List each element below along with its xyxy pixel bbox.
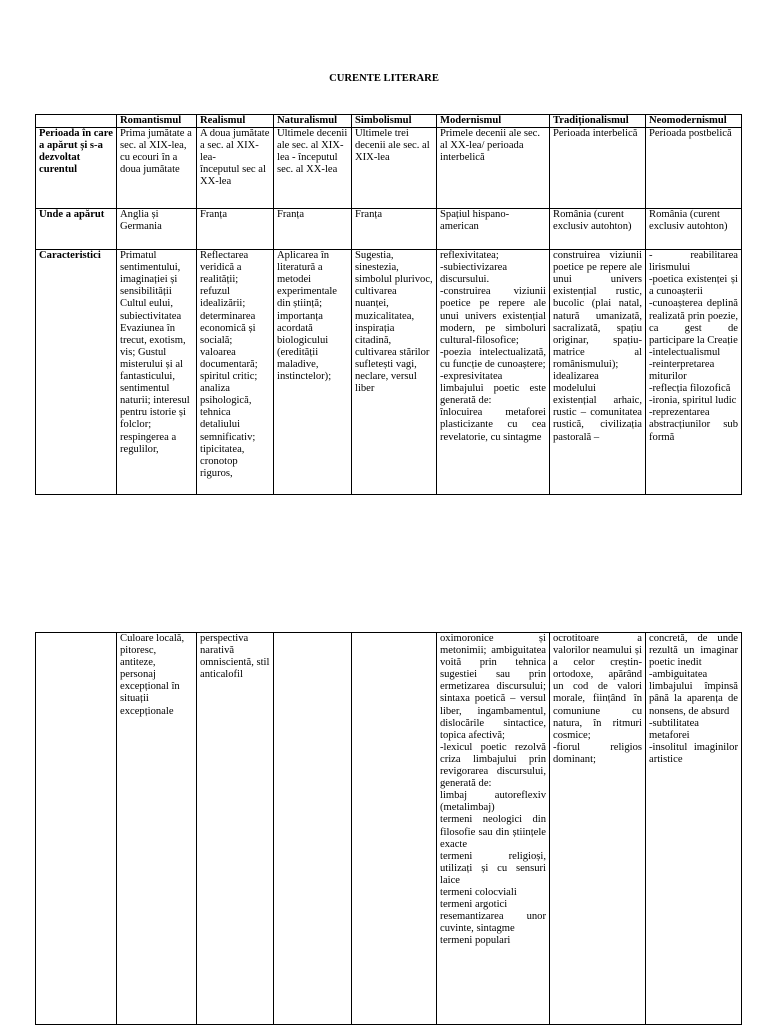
table-cell: Ultimele decenii ale sec. al XIX-lea - începutul sec. al XX-lea xyxy=(274,128,352,209)
literary-currents-table xyxy=(35,114,742,495)
table-cell: Primatul sentimentului, imaginației și sensibilității Cultul eului, subiectivitatea Evaziunea în trecut, exotism, vis; Gustul misterului și al fantasticului, sentimentul naturii; interesul pentru istorie și folclor; respingerea a regulilor, xyxy=(117,250,197,495)
header-row xyxy=(36,115,742,128)
table-cell: Perioada interbelică xyxy=(550,128,646,209)
table-cell: perspectiva narativă omniscientă, stil anticalofil xyxy=(197,633,274,1025)
header-romantism: Romantismul xyxy=(117,115,197,128)
table-row-period xyxy=(36,128,742,209)
table-cell: - reabilitarea lirismului -poetica existenței și a cunoașterii -cunoașterea deplină realizată prin poezie, ca gest de participare la Creație -intelectualismul -reinterpretarea miturilor -reflecția filozofică -ironia, spiritul ludic -reprezentarea abstracțiunilor sub formă xyxy=(646,250,742,495)
header-neomodernism: Neomodernismul xyxy=(646,115,742,128)
header-traditionalism: Tradiționalismul xyxy=(550,115,646,128)
table-cell xyxy=(274,633,352,1025)
row-label-characteristics: Caracteristici xyxy=(36,250,117,495)
table-cell: construirea viziunii poetice pe repere ale unui univers existențial rustic, bucolic (plai natal, natură umanizată, sacralizată, spațiu originar, spațiu-matrice al românismului); idealizarea modelului existențial arhaic, rustic – comunitatea rustică, civilizația pastorală – xyxy=(550,250,646,495)
header-realism: Realismul xyxy=(197,115,274,128)
table-cell: Anglia și Germania xyxy=(117,209,197,250)
table-cell: Franța xyxy=(352,209,437,250)
table-cell: Prima jumătate a sec. al XIX-lea, cu ecouri în a doua jumătate xyxy=(117,128,197,209)
table-cell: Spațiul hispano-american xyxy=(437,209,550,250)
table-cell: Primele decenii ale sec. al XX-lea/ perioada interbelică xyxy=(437,128,550,209)
table-row-characteristics xyxy=(36,250,742,495)
table-cell: România (curent exclusiv autohton) xyxy=(646,209,742,250)
table-cell: concretă, de unde rezultă un imaginar poetic inedit -ambiguitatea limbajului împinsă până la aparența de nonsens, de absurd -subtilitatea metaforei -insolitul imaginilor artistice xyxy=(646,633,742,1025)
header-corner-cell xyxy=(36,115,117,128)
table-cell: ocrotitoare a valorilor neamului și a celor creștin-ortodoxe, apărând un cod de valori morale, ființând în comuniune cu natura, în ritmuri cosmice; -fiorul religios dominant; xyxy=(550,633,646,1025)
header-modernism: Modernismul xyxy=(437,115,550,128)
table-row-origin xyxy=(36,209,742,250)
table-cell: Ultimele trei decenii ale sec. al XIX-lea xyxy=(352,128,437,209)
table-cell: reflexivitatea; -subiectivizarea discursului. -construirea viziunii poetice pe repere ale unui univers existențial modern, pe simboluri cultural-filosofice; -poezia intelectualizată, cu funcție de cunoaștere; -expresivitatea limbajului poetic este generată de: înlocuirea metaforei plasticizante cu cea revelatorie, cu sintagme xyxy=(437,250,550,495)
table-cell: Reflectarea veridică a realității; refuzul idealizării; determinarea economică și socială; valoarea documentară; spiritul critic; analiza psihologică, tehnica detaliului semnificativ; tipicitatea, cronotop riguros, xyxy=(197,250,274,495)
table-cell: Franța xyxy=(274,209,352,250)
page-title: CURENTE LITERARE xyxy=(329,73,439,84)
table-cell: Culoare locală, pitoresc, antiteze, personaj excepțional în situații excepționale xyxy=(117,633,197,1025)
table-cell: oximoronice și metonimii; ambiguitatea voită prin tehnica sugestiei sau prin ermetizarea discursului; sintaxa poetică – versul liber, ingambamentul, dislocările sintactice, topica afectivă; -lexicul poetic rezolvă criza limbajului prin revigorarea discursului, generată de: limbaj autoreflexiv (metalimbaj) termeni neologici din filosofie sau din științele exacte termeni religioși, utilizați și cu sensuri laice termeni colocviali termeni argotici resemantizarea unor cuvinte, sintagme termeni populari xyxy=(437,633,550,1025)
table-row-characteristics-continued xyxy=(36,633,742,1025)
row-label-empty xyxy=(36,633,117,1025)
table-cell: Perioada postbelică xyxy=(646,128,742,209)
row-label-period: Perioada în care a apărut și s-a dezvoltat curentul xyxy=(36,128,117,209)
table-cell xyxy=(352,633,437,1025)
header-simbolism: Simbolismul xyxy=(352,115,437,128)
table-cell: Aplicarea în literatură a metodei experimentale din știință; importanța acordată biologicului (eredității maladive, instinctelor); xyxy=(274,250,352,495)
table-cell: A doua jumătate a sec. al XIX-lea- începutul sec al XX-lea xyxy=(197,128,274,209)
header-naturalism: Naturalismul xyxy=(274,115,352,128)
table-cell: Franța xyxy=(197,209,274,250)
table-cell: România (curent exclusiv autohton) xyxy=(550,209,646,250)
literary-currents-table-continued xyxy=(35,632,742,1025)
row-label-origin: Unde a apărut xyxy=(36,209,117,250)
table-cell: Sugestia, sinestezia, simbolul plurivoc, cultivarea nuanței, muzicalitatea, inspirația citadină, cultivarea stărilor sufletești vagi, neclare, versul liber xyxy=(352,250,437,495)
